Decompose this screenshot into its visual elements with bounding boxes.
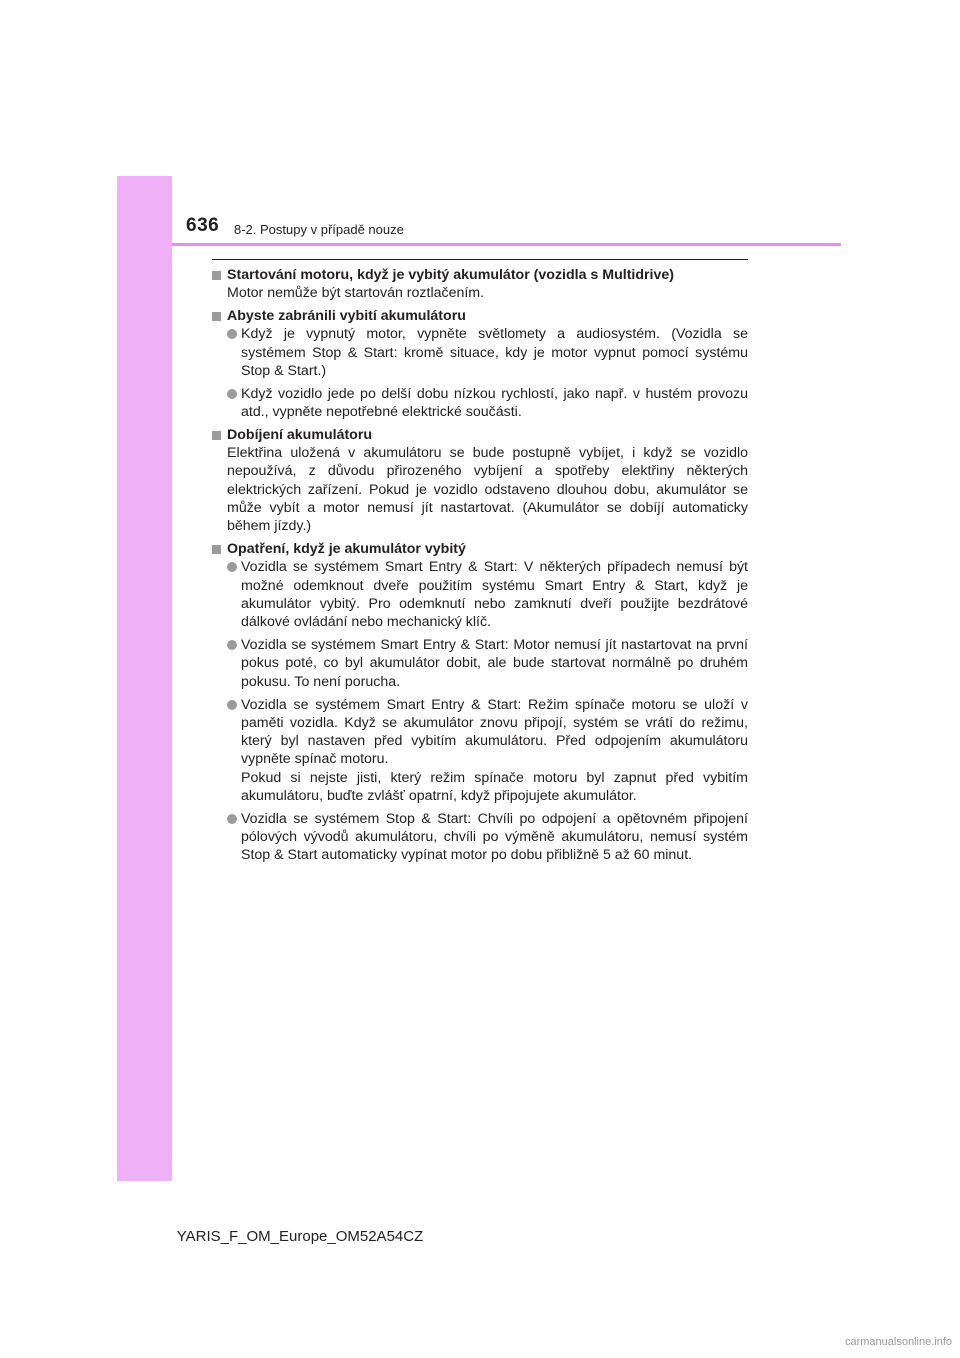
page-content (212, 266, 748, 869)
list-item (227, 696, 748, 806)
section-heading: Startování motoru, když je vybitý akumulátor (vozidla s Multidrive) (227, 267, 674, 283)
section-text: Motor nemůže být startován roztlačením. (227, 285, 485, 302)
list-item (227, 558, 748, 631)
list-item-text: Vozidla se systémem Smart Entry & Start: V některých případech nemusí být možné odemknout dveře použitím systému Smart Entry & Start, když je akumulátor vybitý. Pro odemknutí nebo zamknutí dveří použijte bezdrátové dálkové ovládání nebo mechanický klíč. (241, 559, 748, 631)
circle-bullet-icon (227, 700, 237, 710)
list-item-text: Vozidla se systémem Smart Entry & Start: Motor nemusí jít nastartovat na první pokus poté, co byl akumulátor dobit, ale bude startovat normálně po druhém pokusu. To není porucha. (241, 637, 748, 690)
footer (0, 1228, 960, 1245)
square-bullet-icon (212, 545, 221, 554)
section-item (212, 540, 748, 865)
section-text: Elektřina uložená v akumulátoru se bude postupně vybíjet, i když se vozidlo nepoužívá, z důvodu přirozeného vybíjení a spotřeby elektřiny některých elektrických zařízení. Pokud je vozidlo odstaveno dlouhou dobu, akumulátor se může vybít a motor nemusí jít nastartovat. (Akumulátor se dobíjí automaticky během jízdy.) (227, 445, 748, 535)
list-item (227, 325, 748, 380)
section-heading: Dobíjení akumulátoru (227, 426, 373, 443)
section-item (212, 307, 748, 421)
circle-bullet-icon (227, 640, 237, 650)
section-item (212, 266, 748, 303)
watermark[interactable]: carmanualsonline.info (844, 1336, 952, 1348)
list-item-text: Když vozidlo jede po delší dobu nízkou rychlostí, jako např. v hustém provozu atd., vypněte nepotřebné elektrické součásti. (241, 385, 748, 421)
list-item (227, 636, 748, 691)
header-divider (172, 243, 841, 246)
section-item (212, 426, 748, 536)
list-item-text: Vozidla se systémem Stop & Start: Chvíli po odpojení a opětovném připojení pólových vývodů akumulátoru, chvíli po výměně akumulátoru, nemusí systém Stop & Start automaticky vypínat motor po dobu přibližně 5 až 60 minut. (241, 810, 748, 864)
list-item (227, 810, 748, 865)
section-title: 8-2. Postupy v případě nouze (234, 222, 404, 237)
list-item-text: Když je vypnutý motor, vypněte světlomety a audiosystém. (Vozidla se systémem Stop & Start: kromě situace, kdy je motor vypnut pomocí systému Stop & Start.) (241, 326, 748, 379)
square-bullet-icon (212, 271, 221, 280)
square-bullet-icon (212, 431, 221, 440)
list-item-text: Vozidla se systémem Smart Entry & Start: Režim spínače motoru se uloží v paměti vozidla. Když se akumulátor znovu připojí, systém se vrátí do režimu, který byl nastaven před vybitím akumulátoru. Před odpojením akumulátoru vypněte spínač motoru. Pokud si nejste jisti, který režim spínače motoru byl zapnut před vybitím akumulátoru, buďte zvlášť opatrní, když připojujete akumulátor. (241, 696, 748, 805)
section-heading: Abyste zabránili vybití akumulátoru (227, 308, 466, 325)
chapter-tab-bar (117, 176, 172, 1181)
document-code: YARIS_F_OM_Europe_OM52A54CZ (176, 1228, 424, 1245)
page-number: 636 (186, 215, 220, 236)
square-bullet-icon (212, 312, 221, 321)
circle-bullet-icon (227, 329, 237, 339)
circle-bullet-icon (227, 389, 237, 399)
list-item (227, 385, 748, 422)
circle-bullet-icon (227, 814, 237, 824)
circle-bullet-icon (227, 562, 237, 572)
section-heading: Opatření, když je akumulátor vybitý (227, 541, 466, 558)
content-divider (212, 259, 748, 260)
